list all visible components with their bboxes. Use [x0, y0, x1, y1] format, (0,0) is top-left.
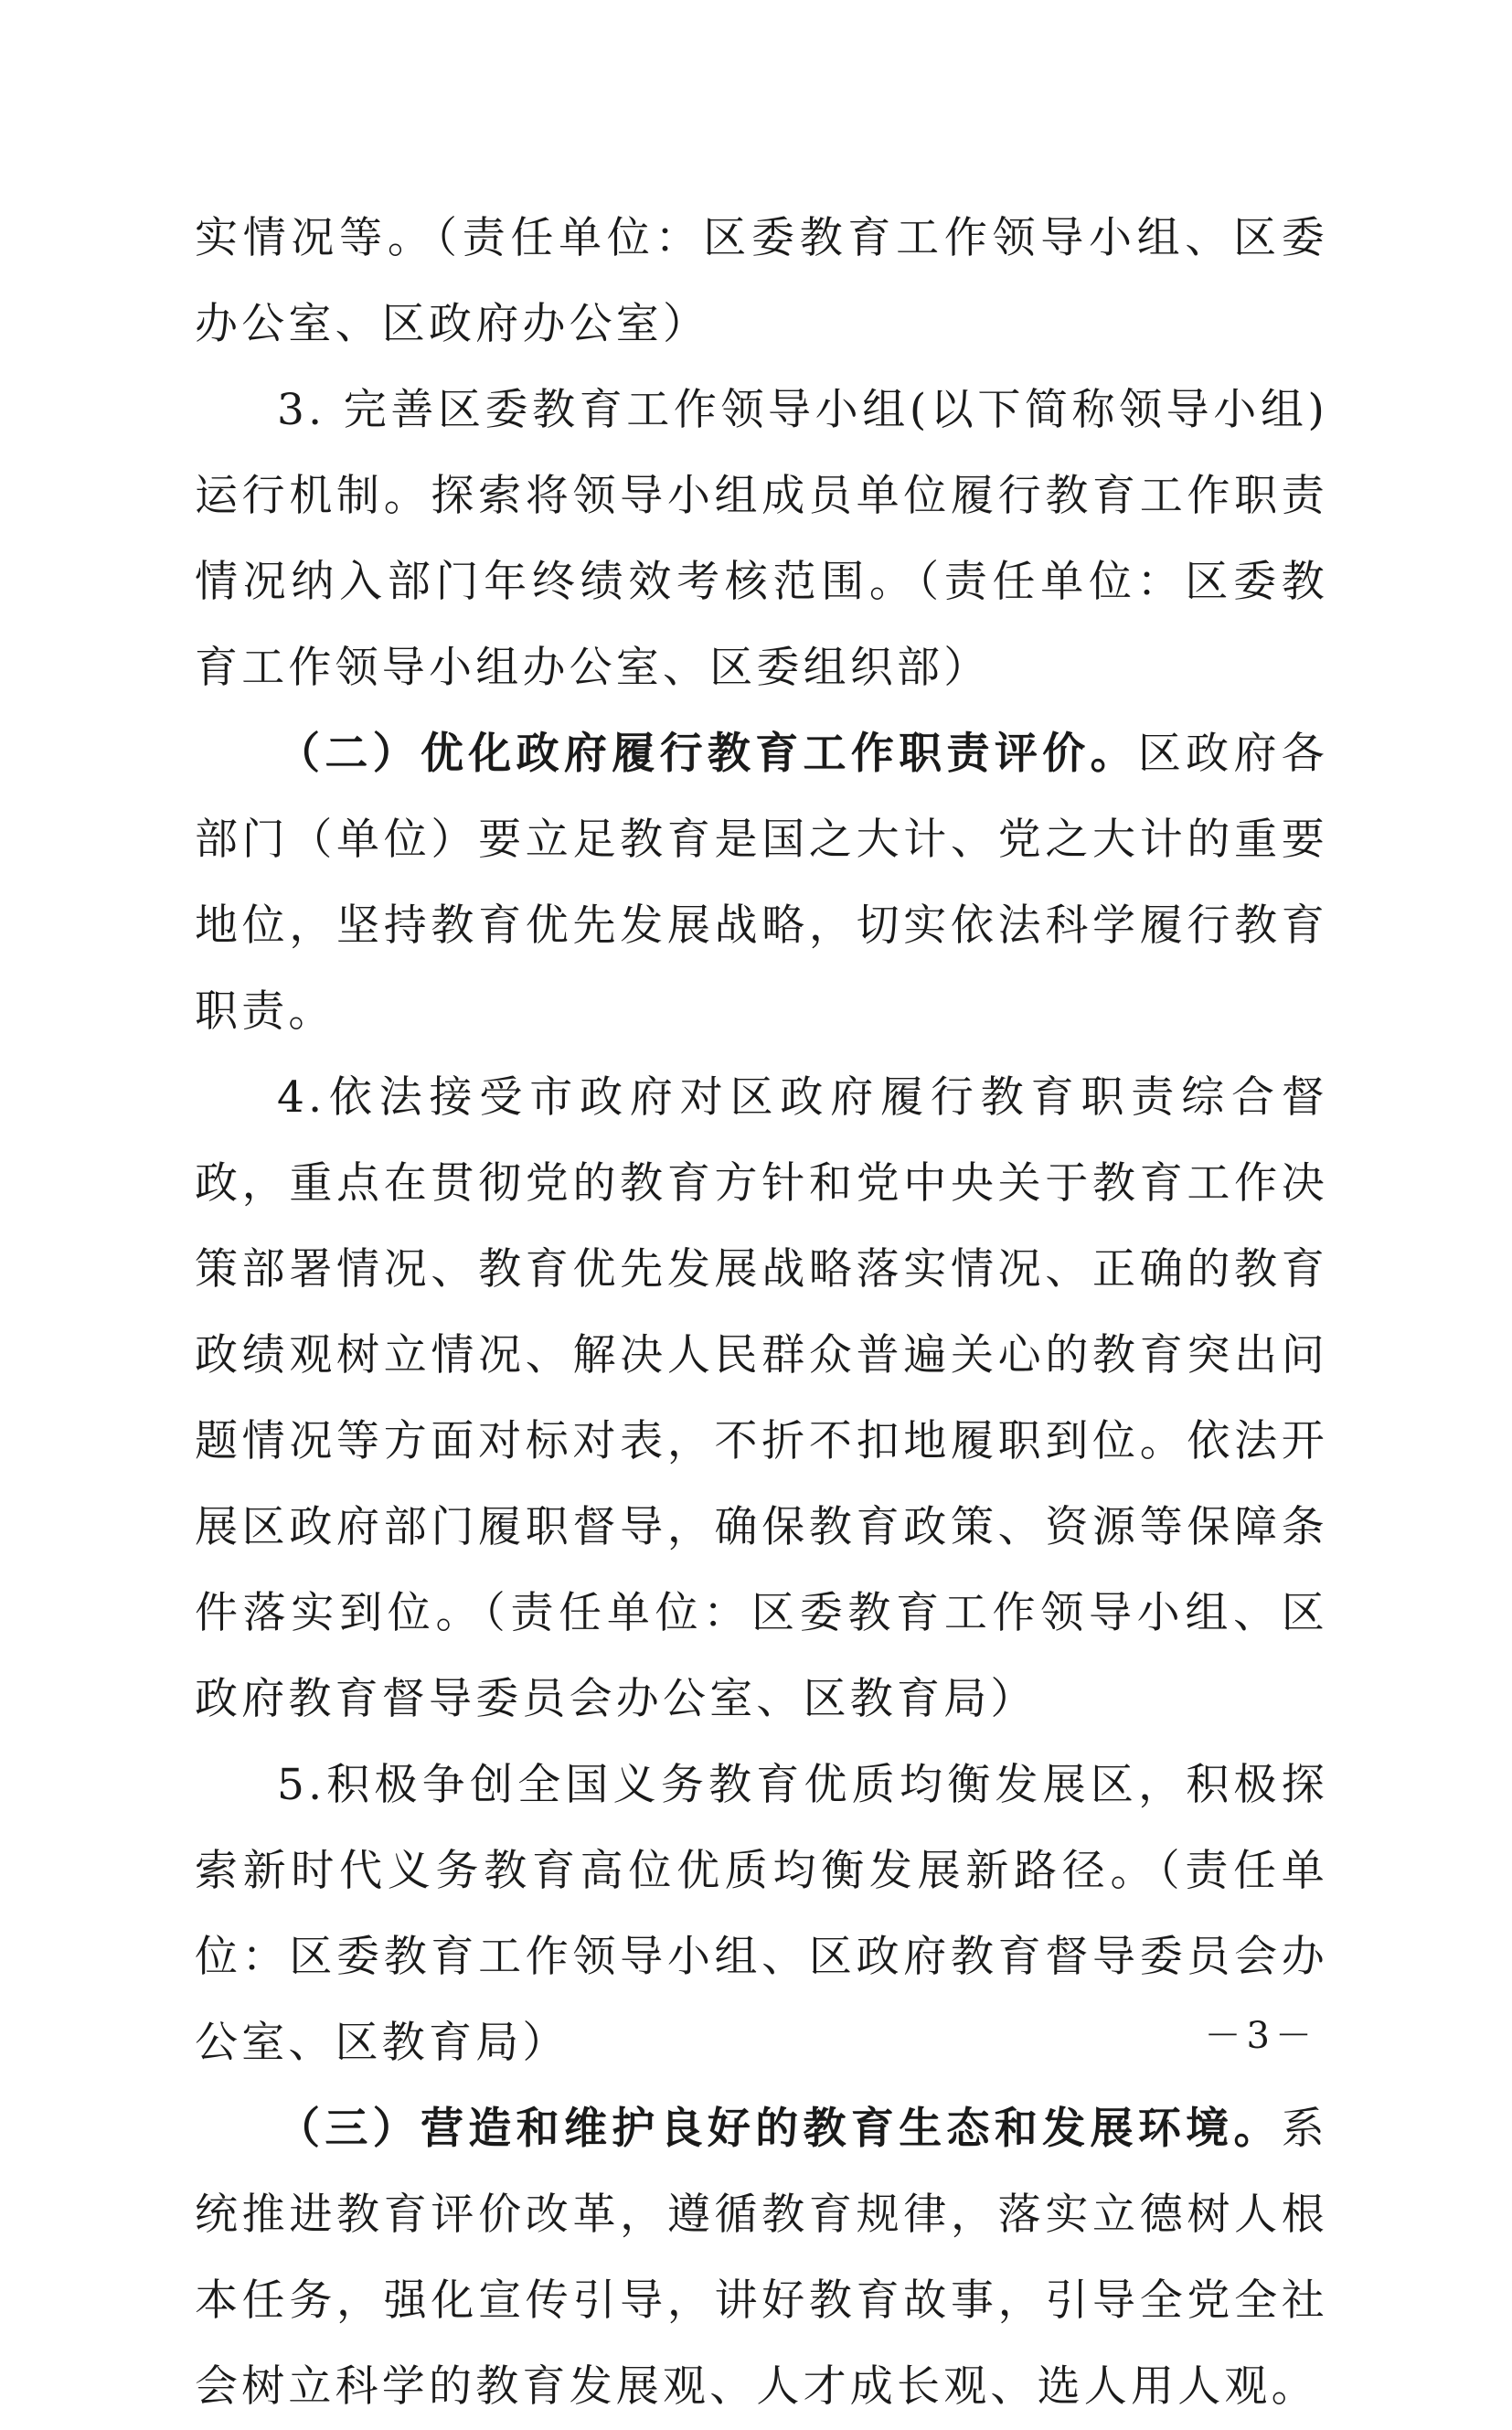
section-heading: （三）营造和维护良好的教育生态和发展环境。 — [277, 2104, 1282, 2154]
paragraph-item-5 — [195, 1743, 1328, 2086]
paragraph-text: 实情况等。（责任单位：区委教育工作领导小组、区委办公室、区政府办公室） — [195, 213, 1328, 349]
paragraph-text: 4.依法接受市政府对区政府履行教育职责综合督政，重点在贯彻党的教育方针和党中央关于教育工作决策部署情况、教育优先发展战略落实情况、正确的教育政绩观树立情况、解决人民群众普遍关心的教育突出问题情况等方面对标对表，不折不扣地履职到位。依法开展区政府部门履职督导，确保教育政策、资源等保障条件落实到位。（责任单位：区委教育工作领导小组、区政府教育督导委员会办公室、区教育局） — [195, 1072, 1328, 1724]
section-heading: （二）优化政府履行教育工作职责评价。 — [277, 729, 1138, 779]
paragraph-item-4 — [195, 1055, 1328, 1743]
page-number: －3－ — [1204, 2015, 1317, 2057]
paragraph-section-2 — [195, 711, 1328, 1055]
paragraph-text: 区政府各部门（单位）要立足教育是国之大计、党之大计的重要地位，坚持教育优先发展战略，切实依法科学履行教育职责。 — [195, 729, 1328, 1037]
paragraph-continuation — [195, 196, 1328, 368]
paragraph-text: 系统推进教育评价改革，遵循教育规律，落实立德树人根本任务，强化宣传引导，讲好教育故事，引导全党全社会树立科学的教育发展观、人才成长观、选人用人观。 — [195, 2104, 1328, 2412]
document-body — [195, 196, 1328, 2430]
paragraph-section-3 — [195, 2086, 1328, 2430]
paragraph-item-3 — [195, 368, 1328, 711]
paragraph-text: 5.积极争创全国义务教育优质均衡发展区，积极探索新时代义务教育高位优质均衡发展新路径。（责任单位：区委教育工作领导小组、区政府教育督导委员会办公室、区教育局） — [195, 1760, 1328, 2068]
paragraph-text: 3. 完善区委教育工作领导小组(以下简称领导小组)运行机制。探索将领导小组成员单位履行教育工作职责情况纳入部门年终绩效考核范围。（责任单位：区委教育工作领导小组办公室、区委组织部） — [195, 385, 1328, 693]
